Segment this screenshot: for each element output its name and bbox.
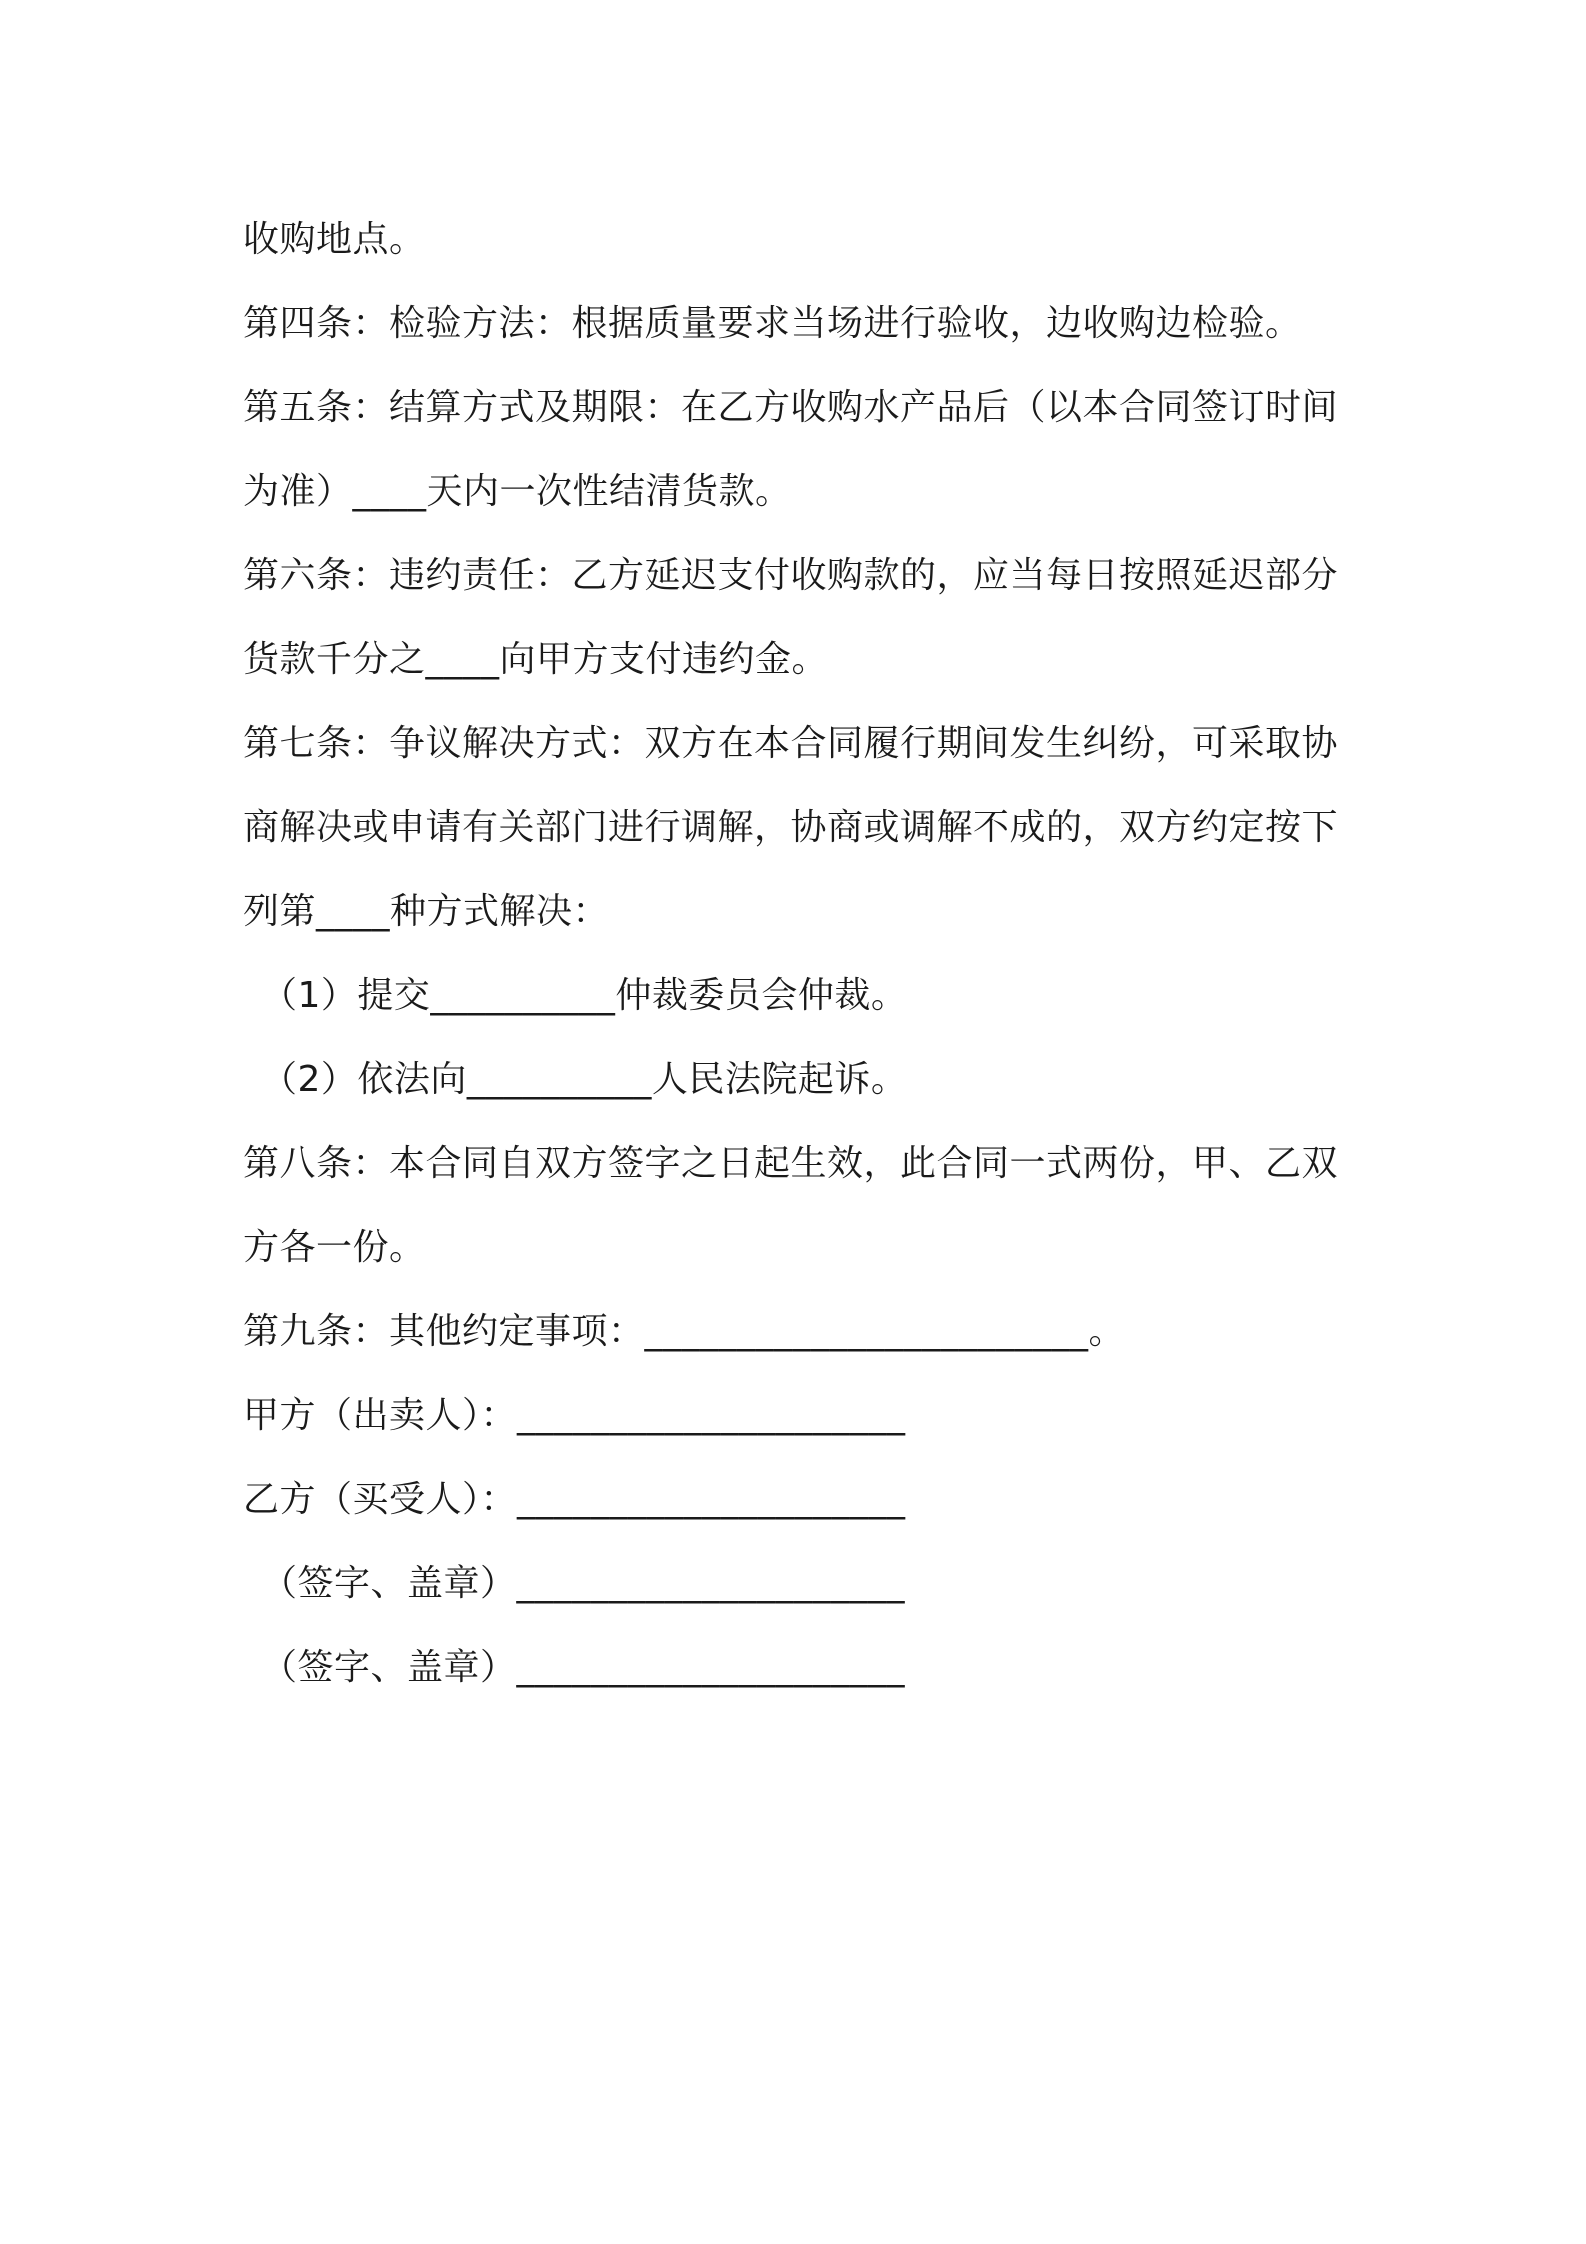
signature-seal-field-b: （签字、盖章）_____________________ [261,1647,906,1688]
clause-7-dispute-line-3: 列第____种方式解决： [243,891,610,932]
clause-4-inspection-method: 第四条：检验方法：根据质量要求当场进行验收，边收购边检验。 [243,303,1302,344]
clause-5-settlement-line-2: 为准）____天内一次性结清货款。 [243,471,792,512]
clause-6-breach-line-2: 货款千分之____向甲方支付违约金。 [243,639,829,680]
clause-5-settlement-line-1: 第五条：结算方式及期限：在乙方收购水产品后（以本合同签订时间 [243,387,1339,428]
clause-8-effect-line-2: 方各一份。 [243,1227,426,1268]
clause-9-other-matters: 第九条：其他约定事项：________________________。 [243,1311,1126,1352]
text-line-acquisition-location: 收购地点。 [243,219,426,260]
clause-8-effect-line-1: 第八条：本合同自双方签字之日起生效，此合同一式两份，甲、乙双 [243,1143,1339,1184]
clause-6-breach-line-1: 第六条：违约责任：乙方延迟支付收购款的，应当每日按照延迟部分 [243,555,1339,596]
contract-body [243,198,1373,1710]
party-b-buyer-field: 乙方（买受人）：_____________________ [243,1479,906,1520]
dispute-option-arbitration: （1）提交__________仲裁委员会仲裁。 [261,975,908,1016]
dispute-option-court: （2）依法向__________人民法院起诉。 [261,1059,908,1100]
clause-7-dispute-line-1: 第七条：争议解决方式：双方在本合同履行期间发生纠纷，可采取协 [243,723,1339,764]
party-a-seller-field: 甲方（出卖人）：_____________________ [243,1395,906,1436]
clause-7-dispute-line-2: 商解决或申请有关部门进行调解，协商或调解不成的，双方约定按下 [243,807,1339,848]
signature-seal-field-a: （签字、盖章）_____________________ [261,1563,906,1604]
